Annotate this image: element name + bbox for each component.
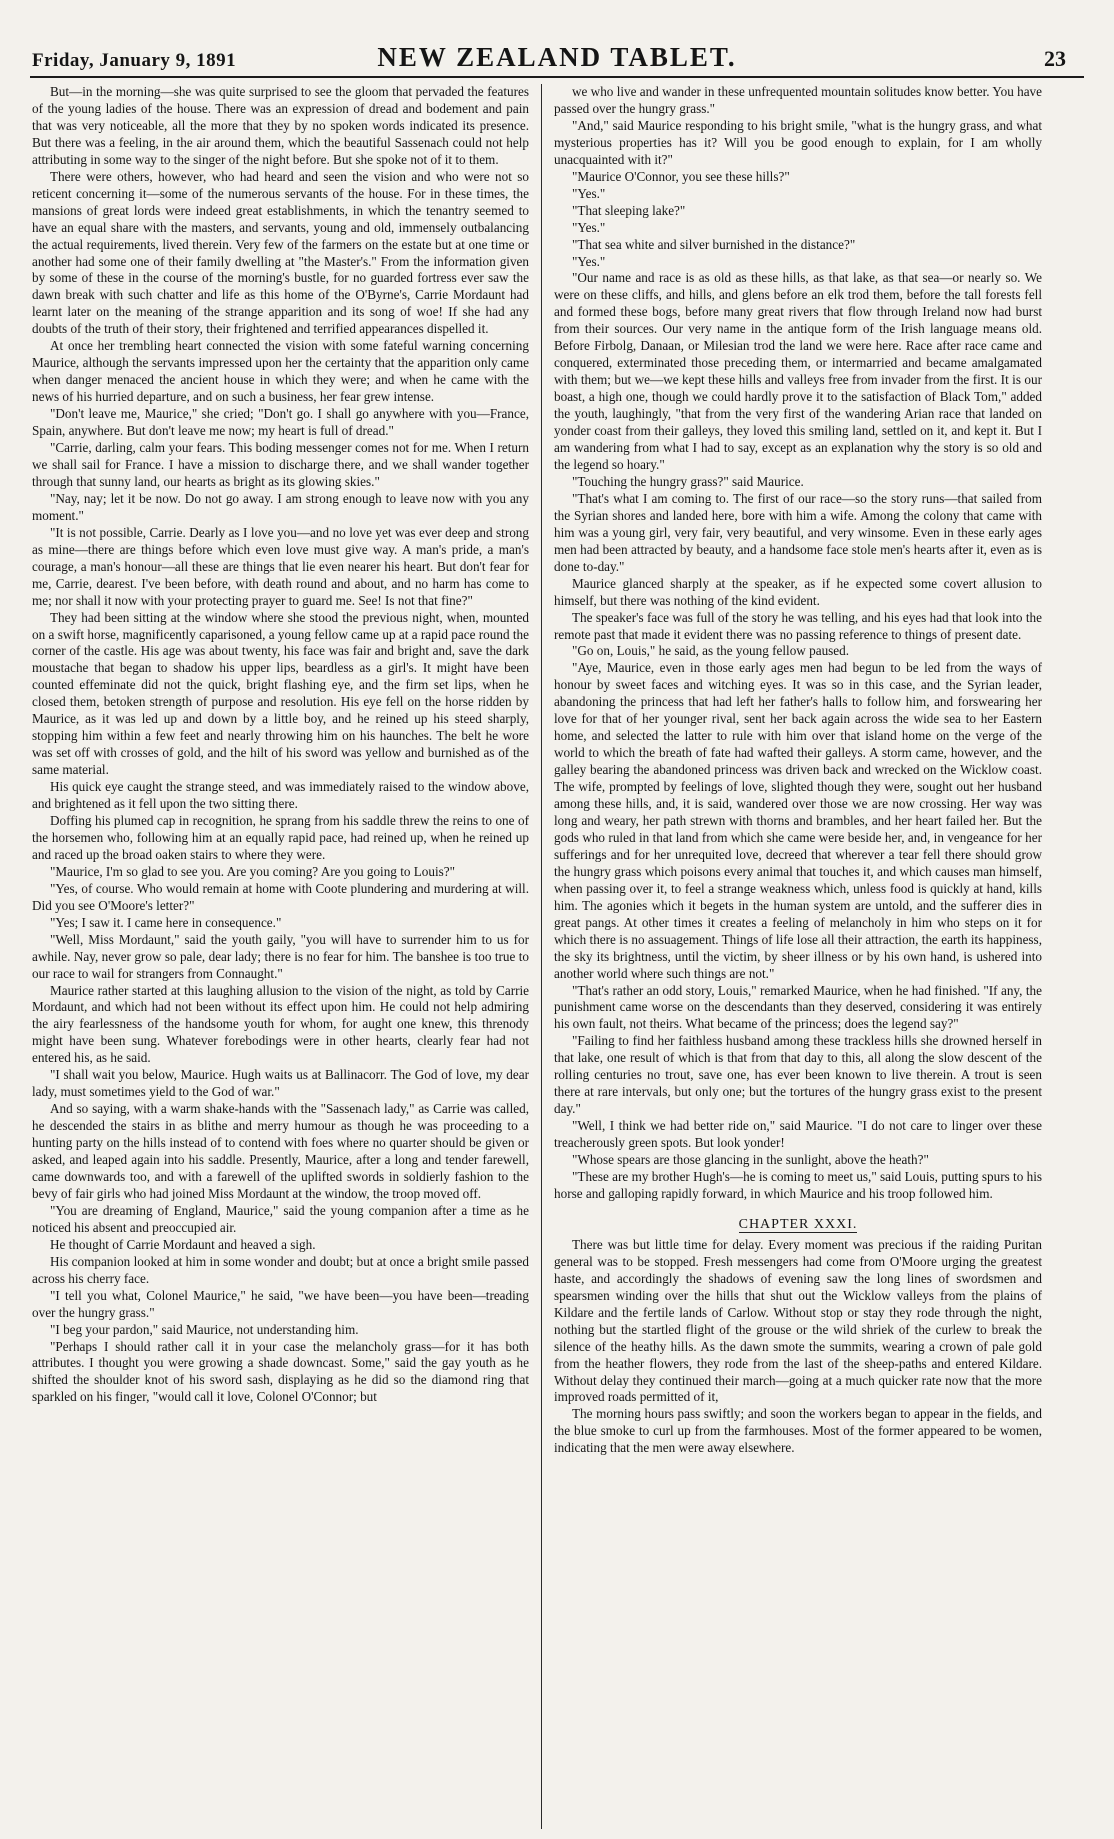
left-column [30,84,542,1829]
right-column [542,84,1054,1829]
article-paragraph: "Yes." [572,219,606,235]
article-paragraph: They had been sitting at the window where she stood the previous night, when, mounted on a swift horse, magnificently caparisoned, a young fellow came up at a rapid pace round the corner of the castle. His age was about twenty, his face was fair and bright and, save the dark moustache that began to shadow his upper lips, beardless as a girl's. It might have been counted effeminate did not the quick, bright flashing eye, and the firm set lips, when he closed them, betoken strength of purpose and resolution. His eye fell on the horse ridden by Maurice, as it was led up and down by a little boy, and he reined up his steed sharply, stopping him within a few feet and nearly throwing him on his haunches. The belt he wore was set off with crosses of gold, and the hilt of his sword was yellow and burnished as of the same material. [32,609,529,778]
article-paragraph: "Carrie, darling, calm your fears. This boding messenger comes not for me. When I return we shall sail for France. I have a mission to discharge there, and we shall wander together through that sunny land, our hearts as bright as its glowing skies." [32,440,529,489]
article-paragraph: "Failing to find her faithless husband among these trackless hills she drowned herself in that lake, one result of which is that from that day to this, all along the slow descent of the rolling centuries no trout, save one, has ever been known to live therein. A trout is seen there at rare intervals, but only one; but the tortures of the hungry grass exist to the present day." [554,1033,1042,1117]
masthead-title: NEW ZEALAND TABLET. [377,42,737,72]
text-columns [30,84,1084,1829]
issue-date: Friday, January 9, 1891 [32,50,237,71]
article-paragraph: "Nay, nay; let it be now. Do not go away. I am strong enough to leave now with you any moment." [32,490,529,523]
article-paragraph: "That's rather an odd story, Louis," remarked Maurice, when he had finished. "If any, the punishment came worse on the descendants than they deserved, considering it was entirely his own fault, not theirs. What became of the princess; does the legend say?" [554,982,1042,1032]
article-paragraph: "Maurice, I'm so glad to see you. Are you coming? Are you going to Louis?" [50,863,456,879]
article-paragraph: "Go on, Louis," he said, as the young fellow paused. [572,643,850,659]
article-paragraph: we who live and wander in these unfrequented mountain solitudes know better. You have passed over the hungry grass." [554,84,1042,116]
page-header [30,38,1084,78]
article-paragraph: There were others, however, who had heard and seen the vision and who were not so reticent concerning it—some of the numerous servants of the house. For in these times, the mansions of great lords were indeed great establishments, in which the tenantry seemed to have an equal share with the masters, and servants, young and old, immensely outbalancing the actual requirements, lived therein. Very few of the farmers on the estate but at one time or another had some one of their family dwelling at "the Master's." From the information given by some of these in the course of the morning's bustle, for no guarded fortress ever saw the dawn break with such chatter and life as this home of the O'Byrne's, Carrie Mordaunt had learnt later on the meaning of the strange apparition and its song of woe! If she had any doubts of the truth of their story, their frightened and terrified appearances dispelled it. [32,168,529,337]
chapter-heading [554,1217,1042,1233]
article-paragraph: "That's what I am coming to. The first of our race—so the story runs—that sailed from the Syrian shores and landed here, bore with him a wife. Among the colony that came with him was a young girl, very fair, very beautiful, and very winsome. Even in these early ages men had been attracted by beauty, and a handsome face stole men's hearts after it, even as is done to-day." [554,490,1042,574]
article-paragraph: At once her trembling heart connected the vision with some fateful warning concerning Maurice, although the servants impressed upon her the certainty that the apparition only came when danger menaced the ancient house in which they were; and when he came with the news of his hurried departure, and on such a business, her fear grew intense. [32,338,529,405]
article-paragraph: "Well, Miss Mordaunt," said the youth gaily, "you will have to surrender him to us for awhile. Nay, never grow so pale, dear lady; there is no fear for him. The banshee is too true to our race to wail for strangers from Connaught." [32,931,529,981]
article-paragraph: "I shall wait you below, Maurice. Hugh waits us at Ballinacorr. The God of love, my dear lady, must sometimes yield to the God of war." [32,1067,529,1100]
article-paragraph: "Yes." [572,185,606,201]
article-paragraph: "It is not possible, Carrie. Dearly as I love you—and no love yet was ever deep and strong as mine—there are things before which even love must give way. A man's pride, a man's courage, a man's honour—all these are things that lie even nearer his heart. But don't fear for me, Carrie, dearest. I've been before, with death round and about, and no harm has come to me; nor shall it now with your protecting prayer to guard me. See! Is not that fine?" [32,524,529,608]
article-paragraph: "Perhaps I should rather call it in your case the melancholy grass—for it has both attributes. I thought you were growing a shade downcast. Some," said the gay youth as he shifted the shoulder knot of his sword sash, displaying as he did so the diamond ring that sparkled on his finger, "would call it love, Colonel O'Connor; but [32,1338,529,1405]
article-paragraph: "Whose spears are those glancing in the sunlight, above the heath?" [572,1152,929,1168]
article-paragraph: Maurice rather started at this laughing allusion to the vision of the night, as told by Carrie Mordaunt, and which had not been without its effect upon him. He could not help admiring the airy fearlessness of the handsome youth for whom, for aught one knew, this threnody might have been sung. Whatever forebodings were in other hearts, clearly fear had not entered his, as he said. [32,982,529,1066]
article-paragraph: "Our name and race is as old as these hills, as that lake, as that sea—or nearly so. We were on these cliffs, and hills, and glens before an elk trod them, before the tall forests fell and formed these bogs, before many great rivers that flow through Ireland now had burst from their sources. Our very name in the antique form of the Irish language means old. Before Firbolg, Danaan, or Milesian trod the land we were here. Race after race came and conquered, exterminated those preceding them, or intermarried and became amalgamated with them; but we—we kept these hills and valleys free from invader from the first. It is our boast, a high one, though we could hardly prove it to the satisfaction of Black Tom," added the youth, laughingly, "that from the very first of the wandering Arian race that landed on yonder coast from their galleys, they loved this smiling land, settled on it, and kept it. But I am wandering from what I had to say, except as an explanation why the story is so old and the legend so hoary." [554,270,1042,472]
article-paragraph: "And," said Maurice responding to his bright smile, "what is the hungry grass, and what mysterious properties has it? Will you be good enough to explain, for I am wholly unacquainted with it?" [554,117,1042,167]
article-paragraph: "Don't leave me, Maurice," she cried; "Don't go. I shall go anywhere with you—France, Spain, anywhere. But don't leave me now; my heart is full of dread." [32,406,529,439]
chapter-heading-text: CHAPTER XXXI. [738,1216,858,1232]
article-paragraph: "That sea white and silver burnished in the distance?" [572,236,856,252]
article-paragraph: "Yes; I saw it. I came here in consequence." [50,914,282,930]
article-paragraph: "Yes." [572,253,606,269]
article-paragraph: But—in the morning—she was quite surprised to see the gloom that pervaded the features of the young ladies of the house. There was an expression of dread and bodement and pain that was very noticeable, all the more that they by no spoken words indicated its presence. But there was a feeling, in the air around them, which the beautiful Sassenach could not help attributing in some way to the singer of the night before. But she spoke not of it to them. [32,84,529,167]
page-number: 23 [1044,46,1066,71]
article-paragraph: "Maurice O'Connor, you see these hills?" [572,168,790,184]
article-paragraph: "That sleeping lake?" [572,202,686,218]
article-paragraph: "I beg your pardon," said Maurice, not understanding him. [50,1321,359,1337]
article-paragraph: "Well, I think we had better ride on," said Maurice. "I do not care to linger over these treacherously green spots. But look yonder! [554,1118,1042,1151]
article-paragraph: His companion looked at him in some wonder and doubt; but at once a bright smile passed across his cherry face. [32,1253,529,1286]
article-paragraph: The speaker's face was full of the story he was telling, and his eyes had that look into the remote past that made it evident there was no passing reference to things of present date. [554,609,1042,642]
article-paragraph: "You are dreaming of England, Maurice," said the young companion after a time as he noticed his absent and preoccupied air. [32,1202,529,1235]
article-paragraph: His quick eye caught the strange steed, and was immediately raised to the window above, and brightened as it fell upon the two sitting there. [32,779,529,812]
article-paragraph: "These are my brother Hugh's—he is coming to meet us," said Louis, putting spurs to his horse and galloping rapidly forward, in which Maurice and his troop followed him. [554,1169,1042,1201]
article-paragraph: "Touching the hungry grass?" said Maurice. [572,473,804,489]
article-paragraph: Maurice glanced sharply at the speaker, as if he expected some covert allusion to himself, but there was nothing of the kind evident. [554,575,1042,608]
article-paragraph: He thought of Carrie Mordaunt and heaved a sigh. [50,1236,316,1252]
article-paragraph: "Yes, of course. Who would remain at home with Coote plundering and murdering at will. Did you see O'Moore's letter?" [32,880,529,913]
article-paragraph: The morning hours pass swiftly; and soon the workers began to appear in the fields, and the blue smoke to curl up from the farmhouses. Most of the former appeared to be women, indicating that the men were away elsewhere. [554,1406,1042,1456]
article-paragraph: There was but little time for delay. Every moment was precious if the raiding Puritan general was to be stopped. Fresh messengers had come from O'Moore urging the greatest haste, and accordingly the shadows of evening saw the long lines of swordsmen and spearsmen winding over the hills that shut out the Wicklow valleys from the plains of Kildare and the fertile lands of Carlow. Without stop or stay they rode through the night, nothing but the startled flight of the grouse or the wild shriek of the curlew to break the silence of the heathy hills. As the dawn smote the summits, wearing a crown of pale gold from the heather flowers, they rode from the last of the sheep-paths and entered Kildare. Without delay they continued their march—going at a much quicker rate now that the more improved roads permitted of it, [554,1236,1042,1405]
article-paragraph: And so saying, with a warm shake-hands with the "Sassenach lady," as Carrie was called, he descended the stairs in as blithe and merry humour as though he was proceeding to a hunting party on the hills instead of to contend with foes where no quarter should be given or asked, and leaped again into his saddle. Presently, Maurice, after a long and tender farewell, came downwards too, and with a farewell of the uplifted swords in soldierly fashion to the bevy of fair girls who had joined Miss Mordaunt at the window, the troop moved off. [32,1101,529,1201]
article-paragraph: "Aye, Maurice, even in those early ages men had begun to be led from the ways of honour by sweet faces and witching eyes. It was so in this case, and the Syrian leader, abandoning the princess that had left her father's halls to follow him, and forswearing her love for that of her younger rival, sent her back again across the wide sea to her Eastern home, and selected the latter to rule with him over that island home on the verge of the world to which the breath of fate had wafted their galleys. A storm came, however, and the galley bearing the abandoned princess was driven back and wrecked on the Wicklow coast. The wife, prompted by feelings of love, slighted though they were, sought out her husband among these hills, and, it is said, wandered over those we are now crossing. Her way was long and weary, her path strewn with thorns and brambles, and her heart failed her. But the gods who ruled in that land from which she came were beside her, and, in vengeance for her sufferings and for her unrequited love, decreed that wherever a tear fell there should grow the hungry grass which poisons every animal that touches it, and which causes man himself, when passing over it, to feel a strange weakness which, unless food is quickly at hand, kills him. The agonies which it begets in the human system are untold, and the sufferer dies in great pangs. At other times it creates a feeling of melancholy in him who steps on it for which there is no assuagement. Things of life lose all their attraction, the earth its happiness, the sky its brightness, until the victim, by sheer illness or by his own hand, is ushered into another world where such things are not." [554,660,1042,981]
article-paragraph: Doffing his plumed cap in recognition, he sprang from his saddle threw the reins to one of the horsemen who, following him at an equally rapid pace, had reined up, when he reined up and raced up the broad oaken stairs to where they were. [32,812,529,862]
article-paragraph: "I tell you what, Colonel Maurice," he said, "we have been—you have been—treading over the hungry grass." [32,1287,529,1320]
